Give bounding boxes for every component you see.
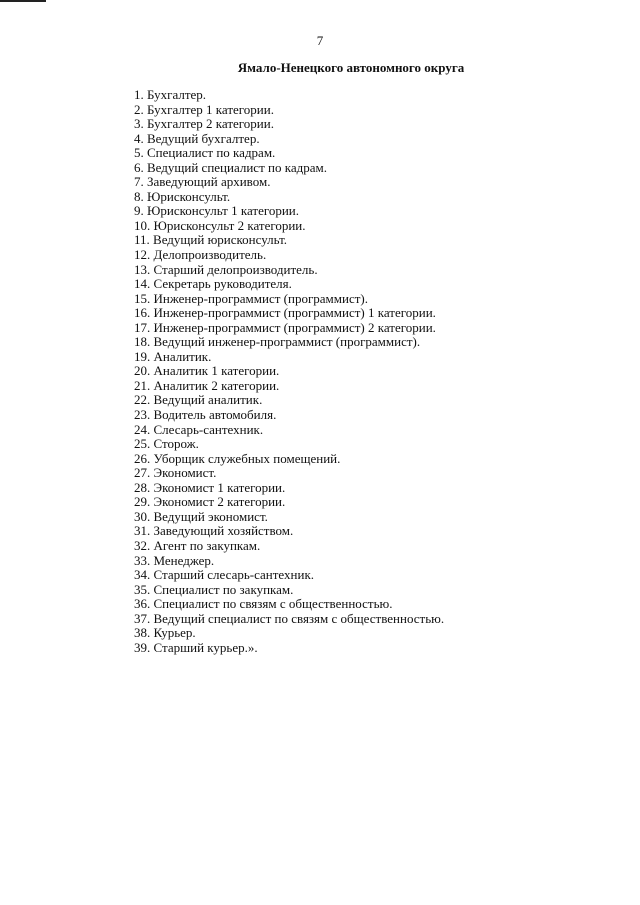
list-item: 36. Специалист по связям с общественностью. xyxy=(134,596,393,612)
list-item: 14. Секретарь руководителя. xyxy=(134,276,292,292)
list-item: 28. Экономист 1 категории. xyxy=(134,479,286,495)
list-item: 2. Бухгалтер 1 категории. xyxy=(134,101,274,117)
list-item: 5. Специалист по кадрам. xyxy=(134,145,276,161)
list-item: 7. Заведующий архивом. xyxy=(134,174,271,190)
list-item: 39. Старший курьер.». xyxy=(134,639,258,655)
list-item: 23. Водитель автомобиля. xyxy=(134,407,277,423)
list-item: 1. Бухгалтер. xyxy=(134,87,207,102)
list-item: 24. Слесарь-сантехник. xyxy=(134,421,264,437)
list-item: 19. Аналитик. xyxy=(134,348,212,364)
list-item: 11. Ведущий юрисконсульт. xyxy=(134,232,288,248)
list-item: 35. Специалист по закупкам. xyxy=(134,581,294,597)
list-item: 6. Ведущий специалист по кадрам. xyxy=(134,159,327,175)
list-item: 13. Старший делопроизводитель. xyxy=(134,261,318,277)
list-item: 21. Аналитик 2 категории. xyxy=(134,377,280,393)
list-item: 26. Уборщик служебных помещений. xyxy=(134,450,341,466)
list-item: 34. Старший слесарь-сантехник. xyxy=(134,567,315,583)
list-item: 22. Ведущий аналитик. xyxy=(134,392,263,408)
list-item: 3. Бухгалтер 2 категории. xyxy=(134,116,274,132)
list-item: 9. Юрисконсульт 1 категории. xyxy=(134,203,300,219)
list-item: 30. Ведущий экономист. xyxy=(134,508,268,524)
list-item: 12. Делопроизводитель. xyxy=(134,247,267,263)
list-item: 4. Ведущий бухгалтер. xyxy=(134,130,260,146)
list-item: 18. Ведущий инженер-программист (программист). xyxy=(134,334,421,350)
list-item: 29. Экономист 2 категории. xyxy=(134,494,286,510)
scan-edge-mark xyxy=(0,0,46,2)
list-item: 10. Юрисконсульт 2 категории. xyxy=(134,217,306,233)
list-item: 37. Ведущий специалист по связям с общественностью. xyxy=(134,610,445,626)
document-heading: Ямало-Ненецкого автономного округа xyxy=(237,60,465,75)
list-item: 20. Аналитик 1 категории. xyxy=(134,363,280,379)
list-item: 25. Сторож. xyxy=(134,436,199,452)
positions-list xyxy=(134,88,444,655)
list-item: 16. Инженер-программист (программист) 1 категории. xyxy=(134,305,436,321)
list-item: 31. Заведующий хозяйством. xyxy=(134,523,294,539)
list-item: 15. Инженер-программист (программист). xyxy=(134,290,368,306)
list-item: 27. Экономист. xyxy=(134,465,217,481)
list-item: 8. Юрисконсульт. xyxy=(134,188,231,204)
page-number: 7 xyxy=(316,33,324,48)
list-item: 32. Агент по закупкам. xyxy=(134,537,261,553)
list-item: 38. Курьер. xyxy=(134,625,196,641)
list-item: 17. Инженер-программист (программист) 2 категории. xyxy=(134,319,436,335)
list-item: 33. Менеджер. xyxy=(134,552,215,568)
